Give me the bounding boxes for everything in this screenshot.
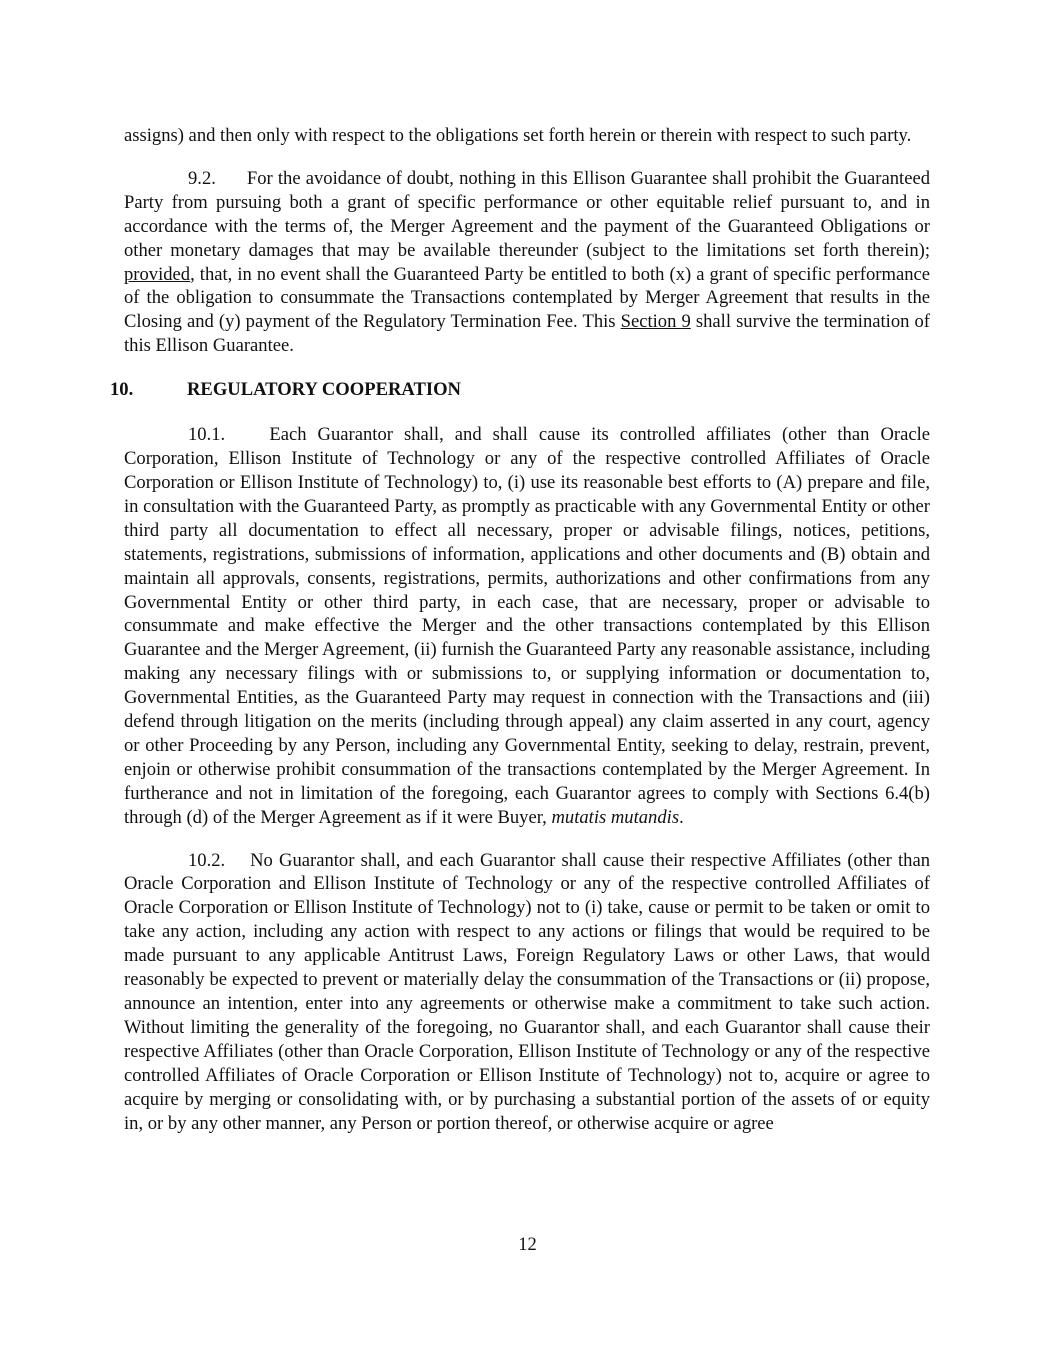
section-number: 10.: [110, 379, 134, 401]
section-heading-10: [110, 378, 930, 402]
section-title: REGULATORY COOPERATION: [187, 379, 461, 401]
paragraph-text: No Guarantor shall, and each Guarantor shall cause their respective Affiliates (other than Oracle Corporation and Ellison Institute of Technology or any of the respective controlled Affiliates of Oracle Corporation or Ellison Institute of Technology) not to (i) take, cause or permit to be taken or omit to take any action, including any action with respect to any actions or filings that would be required to be made pursuant to any applicable Antitrust Laws, Foreign Regulatory Laws or other Laws, that would reasonably be expected to prevent or materially delay the consummation of the Transactions or (ii) propose, announce an intention, enter into any agreements or otherwise make a commitment to take such action. Without limiting the generality of the foregoing, no Guarantor shall, and each Guarantor shall cause their respective Affiliates (other than Oracle Corporation, Ellison Institute of Technology or any of the respective controlled Affiliates of Oracle Corporation or Ellison Institute of Technology) not to, acquire or agree to acquire by merging or consolidating with, or by purchasing a substantial portion of the assets of or equity in, or by any other manner, any Person or portion thereof, or otherwise acquire or agree: [124, 849, 930, 1134]
paragraph-10-2: [124, 849, 930, 1136]
provided-term: provided: [124, 263, 191, 285]
paragraph-text: shall survive the termination of this Ellison Guarantee.: [124, 311, 930, 357]
italic-term: mutatis mutandis: [551, 806, 680, 828]
paragraph-number: 10.1.: [188, 424, 226, 446]
paragraph-number: 9.2.: [188, 167, 216, 189]
paragraph-number: 10.2.: [188, 849, 226, 871]
document-page: [110, 124, 931, 1135]
section-reference: Section 9: [620, 311, 691, 333]
paragraph-text: , that, in no event shall the Guaranteed Party be entitled to both (x) a grant of specific performance of the obligation to consummate the Transactions contemplated by Merger Agreement that results in the Closing and (y) payment of the Regulatory Termination Fee. This: [124, 263, 930, 333]
paragraph-9-2: [124, 167, 930, 358]
continuation-text: assigns) and then only with respect to the obligations set forth herein or therein with respect to such party.: [124, 125, 912, 146]
paragraph-text: For the avoidance of doubt, nothing in this Ellison Guarantee shall prohibit the Guaranteed Party from pursuing both a grant of specific performance or other equitable relief pursuant to, and in accordance with the terms of, the Merger Agreement and the payment of the Guaranteed Obligations or other monetary damages that may be available thereunder (subject to the limitations set forth therein);: [124, 167, 931, 261]
paragraph-text: .: [679, 806, 684, 828]
page-number: 12: [518, 1234, 537, 1255]
continuation-paragraph: [124, 124, 930, 148]
paragraph-10-1: [124, 423, 930, 829]
paragraph-text: Each Guarantor shall, and shall cause its controlled affiliates (other than Oracle Corporation, Ellison Institute of Technology or any of the respective controlled Affiliates of Oracle Corporation or Ellison Institute of Technology) to, (i) use its reasonable best efforts to (A) prepare and file, in consultation with the Guaranteed Party, as promptly as practicable with any Governmental Entity or other third party all documentation to effect all necessary, proper or advisable filings, notices, petitions, statements, registrations, submissions of information, applications and other documents and (B) obtain and maintain all approvals, consents, registrations, permits, authorizations and other confirmations from any Governmental Entity or other third party, in each case, that are necessary, proper or advisable to consummate and make effective the Merger and the other transactions contemplated by this Ellison Guarantee and the Merger Agreement, (ii) furnish the Guaranteed Party any reasonable assistance, including making any necessary filings with or submissions to, or supplying information or documentation to, Governmental Entities, as the Guaranteed Party may request in connection with the Transactions and (iii) defend through litigation on the merits (including through appeal) any claim asserted in any court, agency or other Proceeding by any Person, including any Governmental Entity, seeking to delay, restrain, prevent, enjoin or otherwise prohibit consummation of the transactions contemplated by the Merger Agreement. In furtherance and not in limitation of the foregoing, each Guarantor agrees to comply with Sections 6.4(b) through (d) of the Merger Agreement as if it were Buyer,: [124, 424, 930, 828]
